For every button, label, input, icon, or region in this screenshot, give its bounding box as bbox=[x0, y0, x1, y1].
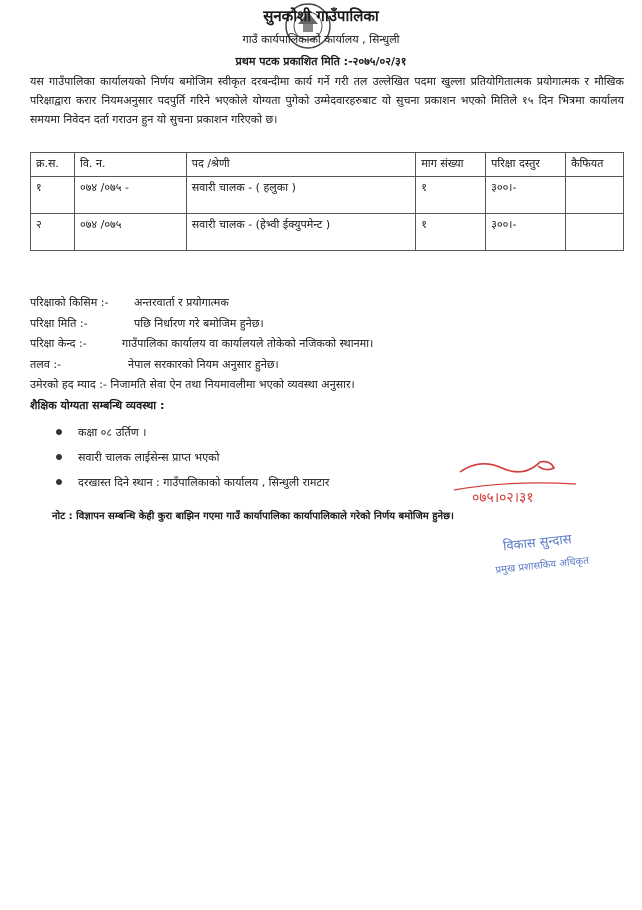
cell-adv-no: ०७४ /०७५ bbox=[74, 214, 186, 251]
exam-date-row bbox=[30, 314, 624, 335]
education-heading: शैक्षिक योग्यता सम्बन्धि व्यवस्था : bbox=[30, 398, 165, 412]
col-header-demand: माग संख्या bbox=[416, 153, 486, 177]
cell-sn: १ bbox=[31, 177, 75, 214]
cell-sn: २ bbox=[31, 214, 75, 251]
col-header-sn: क्र.स. bbox=[31, 153, 75, 177]
cell-fee: ३००।- bbox=[486, 177, 566, 214]
col-header-adv-no: वि. न. bbox=[74, 153, 186, 177]
stamp-name: विकास सुन्दास bbox=[502, 532, 573, 555]
officer-stamp bbox=[490, 528, 600, 578]
exam-center-label: परिक्षा केन्द :- bbox=[30, 337, 87, 350]
handwritten-signature bbox=[450, 450, 580, 508]
cell-post: सवारी चालक - ( हलुका ) bbox=[186, 177, 416, 214]
bullet-icon bbox=[56, 454, 62, 460]
list-item-text: सवारी चालक लाईसेन्स प्राप्त भएको bbox=[78, 451, 220, 464]
cell-fee: ३००।- bbox=[486, 214, 566, 251]
salary-row bbox=[30, 355, 624, 376]
col-header-fee: परिक्षा दस्तुर bbox=[486, 153, 566, 177]
stamp-designation: प्रमुख प्रशासकिय अधिकृत bbox=[495, 555, 590, 577]
table-row bbox=[31, 177, 624, 214]
exam-date-value: पछि निर्धारण गरे बमोजिम हुनेछ। bbox=[134, 316, 264, 330]
bullet-icon bbox=[56, 479, 62, 485]
table-header-row bbox=[31, 153, 624, 177]
vacancy-table bbox=[30, 152, 624, 251]
exam-type-row bbox=[30, 293, 624, 314]
cell-adv-no: ०७४ /०७५ - bbox=[74, 177, 186, 214]
cell-post: सवारी चालक - (हेभ्वी ईक्युपमेन्ट ) bbox=[186, 214, 416, 251]
list-item-text: कक्षा ०८ उर्तिण । bbox=[78, 426, 147, 439]
age-limit-row: उमेरको हद म्याद :- निजामति सेवा ऐन तथा नियमावलीमा भएको व्यवस्था अनुसार। bbox=[30, 378, 355, 391]
exam-type-value: अन्तरवार्ता र प्रयोगात्मक bbox=[134, 296, 229, 309]
signature-date: ०७५।०२।३१ bbox=[472, 490, 534, 506]
office-subtitle: गाउँ कार्यपालिकाको कार्यालय , सिन्धुली bbox=[242, 33, 400, 46]
col-header-remarks: कैफियत bbox=[566, 153, 624, 177]
bullet-icon bbox=[56, 429, 62, 435]
cell-remarks bbox=[566, 177, 624, 214]
exam-date-label: परिक्षा मिति :- bbox=[30, 316, 88, 330]
salary-value: नेपाल सरकारको नियम अनुसार हुनेछ। bbox=[128, 357, 279, 371]
publish-date: प्रथम पटक प्रकाशित मिति :-२०७५/०२/३१ bbox=[235, 55, 407, 68]
exam-center-value: गाउँपालिका कार्यालय वा कार्यालयले तोकेको नजिकको स्थानमा। bbox=[122, 337, 374, 350]
list-item-text: दरखास्त दिने स्थान : गाउँपालिकाको कार्यालय , सिन्धुली रामटार bbox=[78, 476, 330, 489]
exam-center-row bbox=[30, 334, 624, 355]
notice-intro-paragraph: यस गाउँपालिका कार्यालयको निर्णय बमोजिम स्वीकृत दरबन्दीमा कार्य गर्ने गरी तल उल्लेखित पदमा खुल्ला प्रतियोगितात्मक प्रयोगात्मक र मौखिक परिक्षाद्वारा करार नियमअनुसार पदपुर्ति गरिने भएकोले योग्यता पुगेको उम्मेदवारहरुबाट यो सुचना प्रकाशन भएको मितिले १५ दिन भित्रमा कार्यालय समयमा निवेदन दर्ता गराउन हुन यो सुचना प्रकाशन गरिएको छ। bbox=[30, 75, 624, 126]
cell-demand: १ bbox=[416, 214, 486, 251]
cell-demand: १ bbox=[416, 177, 486, 214]
cell-remarks bbox=[566, 214, 624, 251]
exam-type-label: परिक्षाको किसिम :- bbox=[30, 296, 109, 309]
table-row bbox=[31, 214, 624, 251]
notice-footnote: नोट : विज्ञापन सम्बन्धि केही कुरा बाझिन गएमा गाउँ कार्यापालिका कार्यापालिकाले गरेको निर्णय बमोजिम हुनेछ। bbox=[52, 511, 454, 522]
municipality-title: सुनकोशी गाउँपालिका bbox=[263, 7, 379, 25]
list-item bbox=[56, 420, 624, 445]
salary-label: तलव :- bbox=[30, 357, 62, 371]
col-header-post: पद /श्रेणी bbox=[186, 153, 416, 177]
